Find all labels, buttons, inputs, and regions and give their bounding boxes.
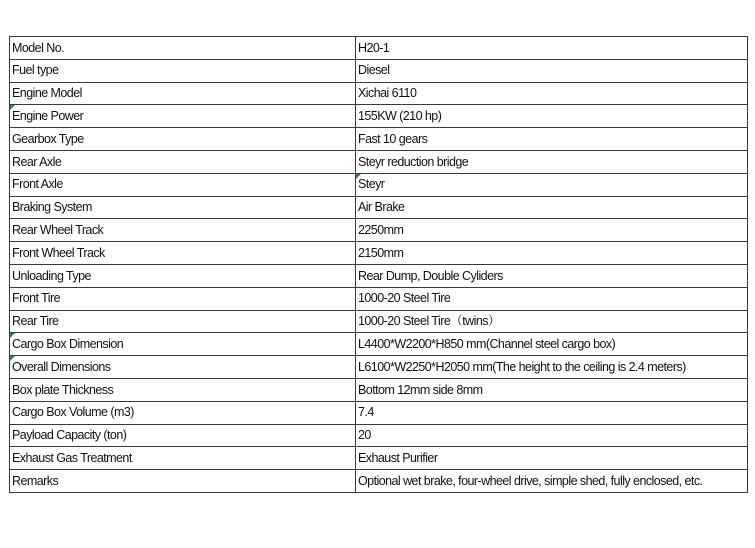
spec-value: L4400*W2200*H850 mm(Channel steel cargo box) (356, 333, 748, 356)
spec-label: Front Wheel Track (10, 242, 356, 265)
spec-value: H20-1 (356, 37, 748, 60)
table-row (10, 128, 748, 151)
table-row (10, 470, 748, 493)
table-row (10, 219, 748, 242)
spec-label: Rear Axle (10, 150, 356, 173)
spec-label: Front Axle (10, 173, 356, 196)
spec-label: Box plate Thickness (10, 378, 356, 401)
spec-value: 1000-20 Steel Tire（twins） (356, 310, 748, 333)
spec-label: Gearbox Type (10, 128, 356, 151)
spec-value: Fast 10 gears (356, 128, 748, 151)
spec-value: L6100*W2250*H2050 mm(The height to the ceiling is 2.4 meters) (356, 356, 748, 379)
table-row (10, 242, 748, 265)
spec-label: Fuel type (10, 59, 356, 82)
table-row (10, 424, 748, 447)
spec-label: Overall Dimensions (10, 356, 356, 379)
spec-value: 1000-20 Steel Tire (356, 287, 748, 310)
spec-label: Braking System (10, 196, 356, 219)
spec-label: Cargo Box Volume (m3) (10, 401, 356, 424)
table-row (10, 333, 748, 356)
table-row (10, 378, 748, 401)
spec-label: Engine Model (10, 82, 356, 105)
spec-value: Xichai 6110 (356, 82, 748, 105)
table-row (10, 356, 748, 379)
spec-value: Rear Dump, Double Cyliders (356, 264, 748, 287)
spec-value: Exhaust Purifier (356, 447, 748, 470)
spec-value: 2250mm (356, 219, 748, 242)
table-row (10, 82, 748, 105)
table-row (10, 59, 748, 82)
spec-label: Engine Power (10, 105, 356, 128)
spec-label: Unloading Type (10, 264, 356, 287)
spec-label: Rear Wheel Track (10, 219, 356, 242)
table-row (10, 37, 748, 60)
spec-value: Steyr reduction bridge (356, 150, 748, 173)
table-row (10, 310, 748, 333)
spec-value: Bottom 12mm side 8mm (356, 378, 748, 401)
table-row (10, 401, 748, 424)
spec-label: Cargo Box Dimension (10, 333, 356, 356)
spec-value: Diesel (356, 59, 748, 82)
spec-label: Exhaust Gas Treatment (10, 447, 356, 470)
spec-table (9, 36, 748, 493)
spec-label: Remarks (10, 470, 356, 493)
table-row (10, 196, 748, 219)
spec-value: 20 (356, 424, 748, 447)
spec-value: Air Brake (356, 196, 748, 219)
table-row (10, 150, 748, 173)
spec-value: 155KW (210 hp) (356, 105, 748, 128)
spec-label: Front Tire (10, 287, 356, 310)
table-row (10, 287, 748, 310)
spec-value: Steyr (356, 173, 748, 196)
spec-value: 7.4 (356, 401, 748, 424)
table-row (10, 264, 748, 287)
table-row (10, 173, 748, 196)
spec-value: 2150mm (356, 242, 748, 265)
spec-value: Optional wet brake, four-wheel drive, simple shed, fully enclosed, etc. (356, 470, 748, 493)
table-row (10, 447, 748, 470)
table-row (10, 105, 748, 128)
spec-label: Rear Tire (10, 310, 356, 333)
spec-label: Payload Capacity (ton) (10, 424, 356, 447)
spec-label: Model No. (10, 37, 356, 60)
